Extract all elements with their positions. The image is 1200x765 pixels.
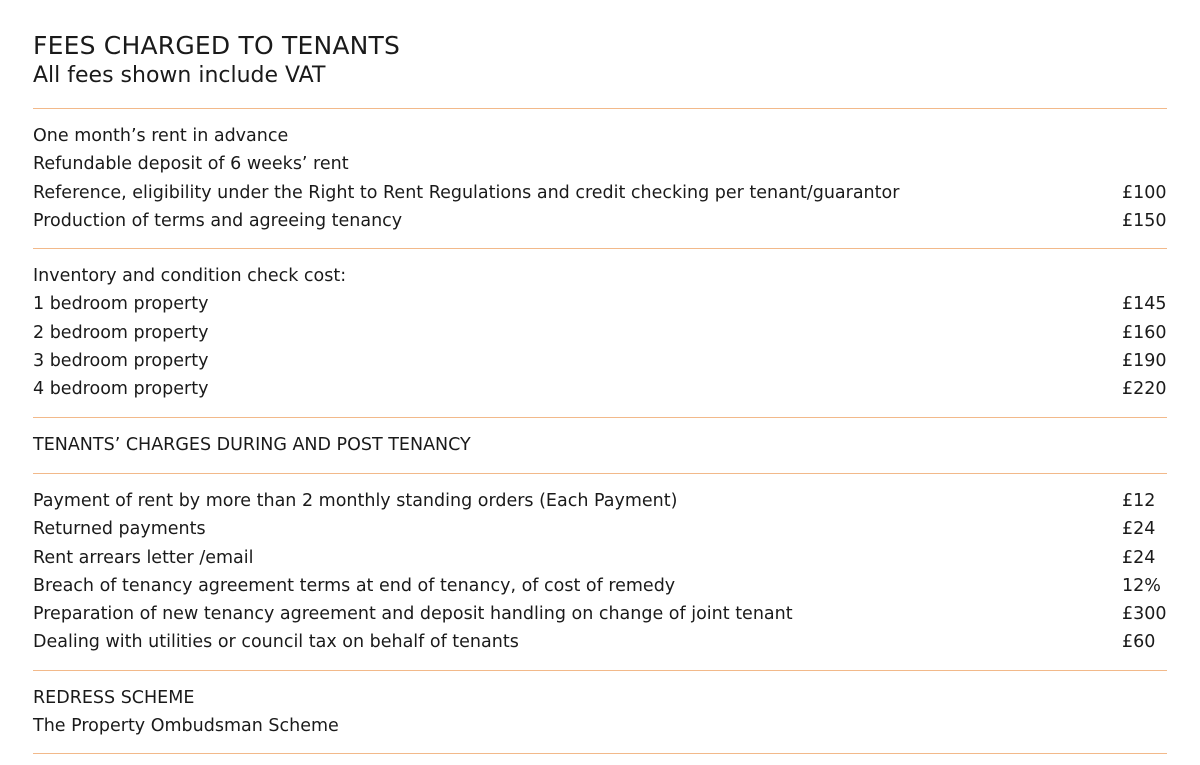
section-heading: TENANTS’ CHARGES DURING AND POST TENANCY xyxy=(33,434,471,455)
during-post-section xyxy=(33,474,1167,670)
fee-value: £24 xyxy=(1122,519,1156,540)
fee-row xyxy=(33,150,1167,178)
fee-label: Refundable deposit of 6 weeks’ rent xyxy=(33,154,349,175)
fee-row xyxy=(33,544,1167,572)
fee-label: 4 bedroom property xyxy=(33,379,209,400)
fee-label: 3 bedroom property xyxy=(33,351,209,372)
fee-label: Breach of tenancy agreement terms at end of tenancy, of cost of remedy xyxy=(33,575,676,596)
fee-row xyxy=(33,207,1167,235)
during-post-heading-section xyxy=(33,418,1167,473)
fee-value: £145 xyxy=(1122,294,1167,315)
fee-label: Dealing with utilities or council tax on behalf of tenants xyxy=(33,632,519,653)
section-heading xyxy=(33,684,1167,712)
inventory-section xyxy=(33,249,1167,416)
fee-row xyxy=(33,375,1167,403)
fee-row xyxy=(33,347,1167,375)
redress-section xyxy=(33,671,1167,754)
fee-label: Production of terms and agreeing tenancy xyxy=(33,210,403,231)
fee-row xyxy=(33,319,1167,347)
fee-row xyxy=(33,487,1167,515)
fee-label: Preparation of new tenancy agreement and deposit handling on change of joint tenant xyxy=(33,604,793,625)
section-heading xyxy=(33,262,1167,290)
fee-label: Payment of rent by more than 2 monthly standing orders (Each Payment) xyxy=(33,490,678,511)
fee-value: £190 xyxy=(1122,351,1167,372)
redress-heading: REDRESS SCHEME xyxy=(33,687,195,708)
fee-value: £150 xyxy=(1122,210,1167,231)
fee-label: Reference, eligibility under the Right to Rent Regulations and credit checking per tenant/guarantor xyxy=(33,182,900,203)
initial-fees-section xyxy=(33,109,1167,248)
fee-value: £24 xyxy=(1122,547,1156,568)
fee-value: £160 xyxy=(1122,322,1167,343)
divider xyxy=(33,753,1167,754)
fee-label: 1 bedroom property xyxy=(33,294,209,315)
redress-text: The Property Ombudsman Scheme xyxy=(33,716,339,737)
fee-value: £220 xyxy=(1122,379,1167,400)
fee-value: £60 xyxy=(1122,632,1156,653)
fee-label: Returned payments xyxy=(33,519,206,540)
fees-document xyxy=(33,30,1167,754)
fee-value: £100 xyxy=(1122,182,1167,203)
fee-row xyxy=(33,572,1167,600)
fee-row xyxy=(33,179,1167,207)
fee-row xyxy=(33,628,1167,656)
fee-value: £300 xyxy=(1122,604,1167,625)
fee-value: £12 xyxy=(1122,490,1156,511)
page-subtitle: All fees shown include VAT xyxy=(33,63,326,88)
fee-row xyxy=(33,600,1167,628)
fee-row xyxy=(33,515,1167,543)
fee-row xyxy=(33,122,1167,150)
fee-row xyxy=(33,290,1167,318)
fee-value: 12% xyxy=(1122,575,1161,596)
fee-label: 2 bedroom property xyxy=(33,322,209,343)
fee-label: Rent arrears letter /email xyxy=(33,547,254,568)
page-title: FEES CHARGED TO TENANTS xyxy=(33,31,401,60)
fee-label: One month’s rent in advance xyxy=(33,126,289,146)
inventory-heading: Inventory and condition check cost: xyxy=(33,266,347,287)
redress-text-row xyxy=(33,712,1167,740)
